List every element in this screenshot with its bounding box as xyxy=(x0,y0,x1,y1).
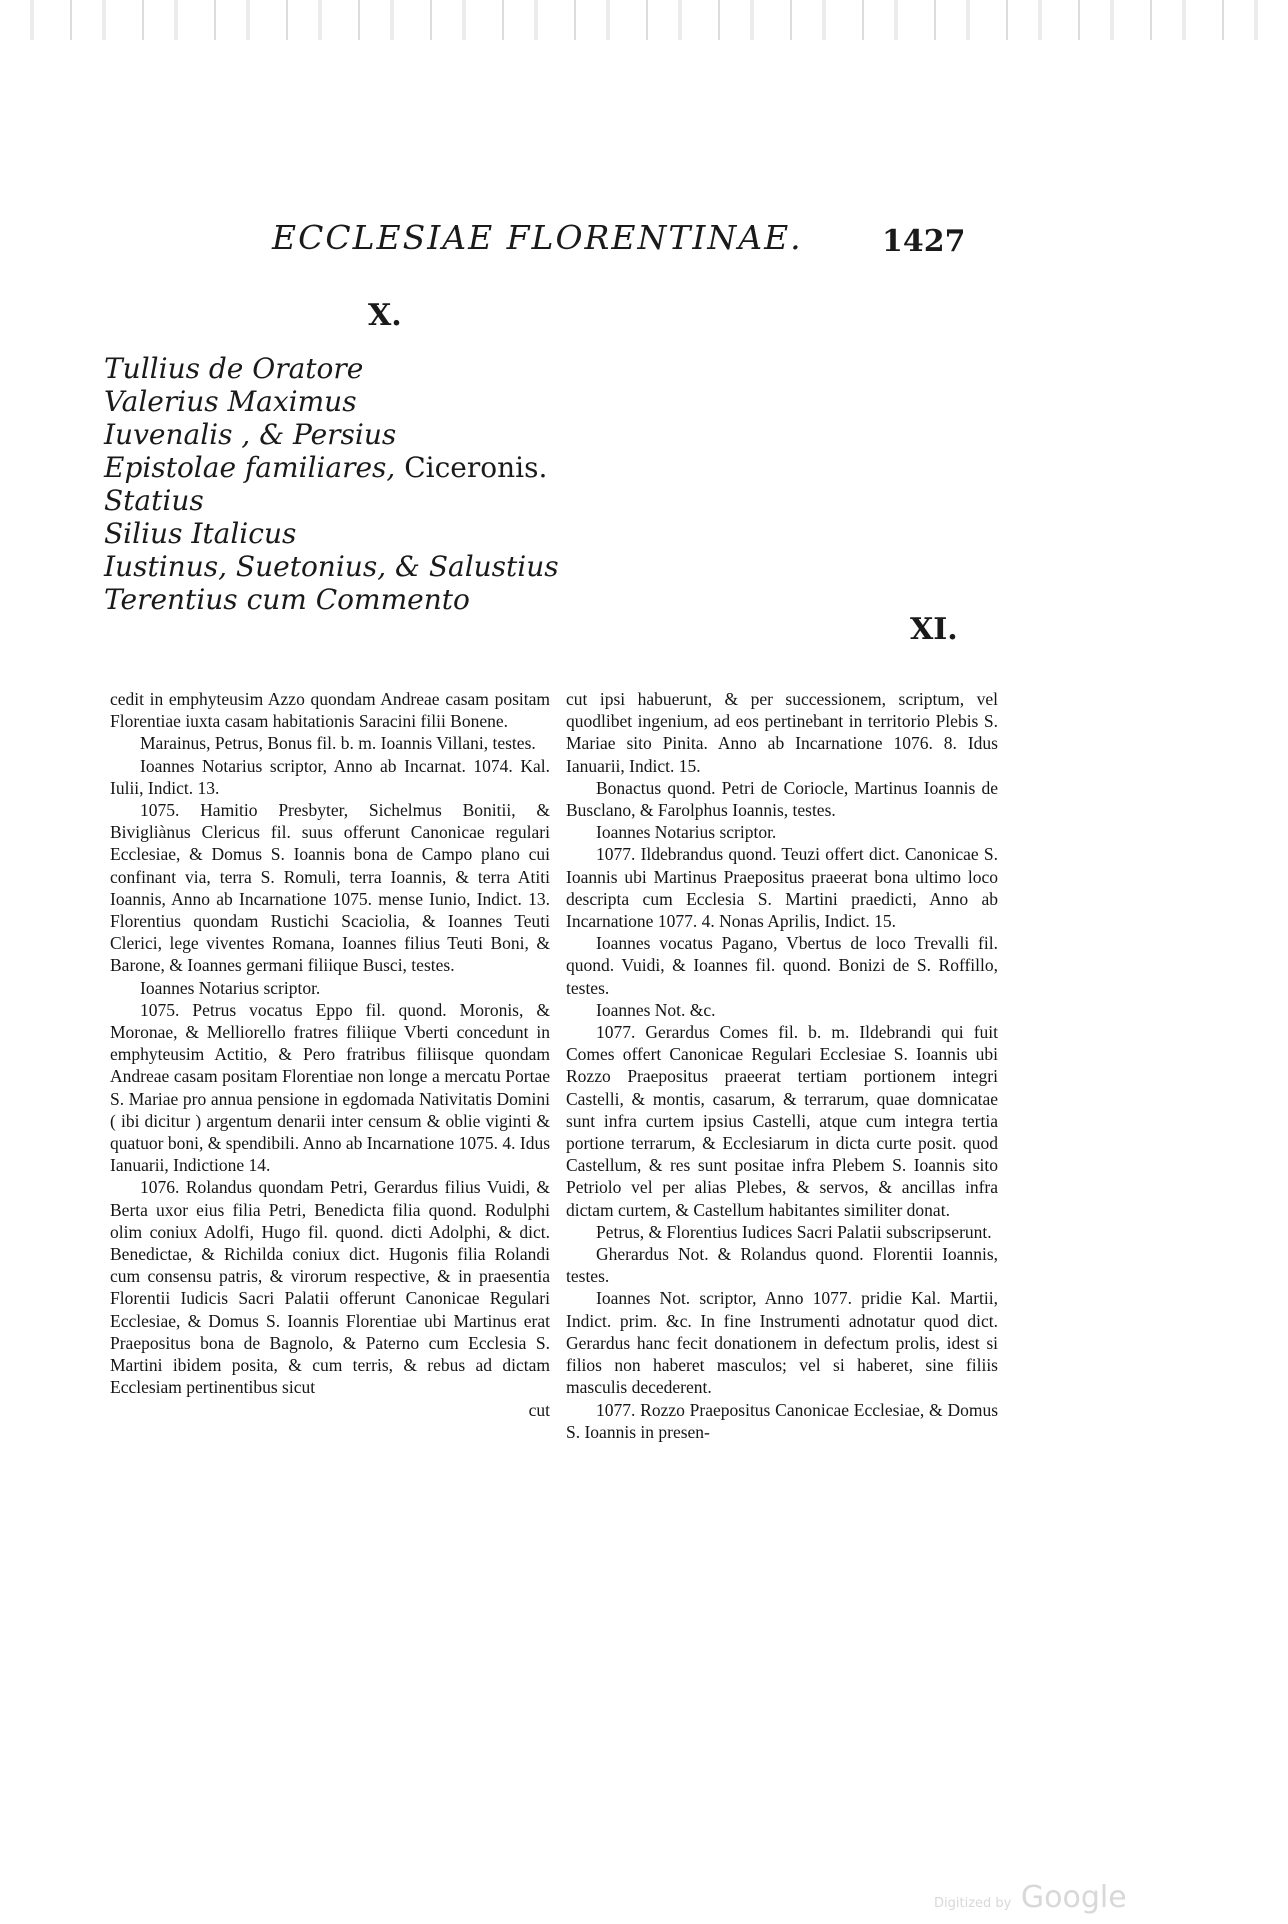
book-entry: Terentius cum Commento xyxy=(104,583,470,616)
paragraph: Petrus, & Florentius Iudices Sacri Palatii subscripserunt. xyxy=(596,1221,992,1242)
book-entry: Iuvenalis , & Persius xyxy=(104,418,397,451)
book-entry-with-author xyxy=(104,451,624,484)
paragraph: Gherardus Not. & Rolandus quond. Florentii Ioannis, testes. xyxy=(566,1244,998,1287)
paragraph: Ioannes Notarius scriptor. xyxy=(140,977,321,998)
paragraph: 1077. Gerardus Comes fil. b. m. Ildebrandi qui fuit Comes offert Canonicae Regulari Ecclesiae S. Ioannis ubi Rozzo Praepositus praeerat tertiam portionem integri Castelli, & montis, casarum, & terrarum, quae domnicatae sunt infra curtem ipsius Castelli, atque cum integra tertia portione terrarum, & Ecclesiarum in dicta curte posit. quod Castellum, & res sunt positae infra Plebem S. Ioannis sito Petriolo vel per alias Plebes, & servos, & ancillas infra dictam curtem, & Castellum habitantes similiter donat. xyxy=(566,1022,998,1220)
paragraph: Ioannes Not. scriptor, Anno 1077. pridie Kal. Martii, Indict. prim. &c. In fine Instrumenti adnotatur quod dict. Gerardus hanc fecit donationem in defectum prolis, idest si filios non haberet masculos; vel si haberet, sine filiis masculis decederent. xyxy=(566,1288,998,1398)
paragraph: Ioannes Not. &c. xyxy=(596,999,716,1020)
paragraph: cut ipsi habuerunt, & per successionem, scriptum, vel quodlibet ingenium, ad eos pertinebant in territorio Plebis S. Mariae sito Pinita. Anno ab Incarnatione 1076. 8. Idus Ianuarii, Indict. 15. xyxy=(566,689,998,776)
paragraph: 1075. Hamitio Presbyter, Sichelmus Bonitii, & Bivigliànus Clericus fil. suus offerunt Canonicae regulari Ecclesiae, & Domus S. Ioannis bona de Campo plano cui confinant via, terra S. Romuli, terra Ioannis, & terra Atiti Ioannis, Anno ab Incarnatione 1075. mense Iunio, Indict. 13. Florentius quondam Rustichi Scaciolia, & Ioannes Teuti Clerici, lege viventes Romana, Ioannes filius Teuti Boni, & Barone, & Ioannes germani filiique Busci, testes. xyxy=(110,800,550,976)
paragraph: Bonactus quond. Petri de Coriocle, Martinus Ioannis de Busclano, & Farolphus Ioannis, testes. xyxy=(566,777,998,821)
section-heading-x: X. xyxy=(368,298,402,333)
watermark-prefix: Digitized by xyxy=(934,1896,1012,1911)
left-text-column xyxy=(110,688,550,1421)
paragraph: Ioannes Notarius scriptor. xyxy=(596,822,777,843)
right-text-column xyxy=(566,688,998,1443)
book-list xyxy=(104,352,624,616)
paragraph: 1075. Petrus vocatus Eppo fil. quond. Moronis, & Moronae, & Melliorello fratres filiique Vberti concedunt in emphyteusim Actitio, & Pero fratribus filiisque quondam Andreae casam positam Florentiae non longe a mercatu Portae S. Mariae pro annua pensione in egdomada Nativitatis Domini ( ibi dicitur ) argentum denarii inter censum & oblie viginti & quatuor boni, & spendibili. Anno ab Incarnatione 1075. 4. Idus Ianuarii, Indictione 14. xyxy=(110,999,550,1176)
catchword: cut xyxy=(528,1399,550,1420)
book-entry: Tullius de Oratore xyxy=(104,352,364,385)
paragraph: Marainus, Petrus, Bonus fil. b. m. Ioannis Villani, testes. xyxy=(140,733,536,754)
book-entry: Epistolae familiares, xyxy=(104,451,396,484)
paragraph: Ioannes Notarius scriptor, Anno ab Incarnat. 1074. Kal. Iulii, Indict. 13. xyxy=(110,755,550,798)
author-ciceronis: Ciceronis. xyxy=(404,451,548,484)
running-title: ECCLESIAE FLORENTINAE. xyxy=(272,218,803,257)
section-heading-xi: XI. xyxy=(910,612,958,647)
paragraph: 1077. Rozzo Praepositus Canonicae Ecclesiae, & Domus S. Ioannis in presen- xyxy=(566,1399,998,1442)
digitization-watermark xyxy=(934,1880,1127,1915)
watermark-brand: Google xyxy=(1020,1880,1127,1915)
page-number: 1427 xyxy=(882,224,966,259)
paragraph: 1077. Ildebrandus quond. Teuzi offert dict. Canonicae S. Ioannis ubi Martinus Praepositus praeerat bona ultimo loco descripta cum Ecclesia S. Martini praedicti, Anno ab Incarnatione 1077. 4. Nonas Aprilis, Indict. 15. xyxy=(566,844,998,932)
scan-noise-strip xyxy=(0,0,1288,40)
paragraph: Ioannes vocatus Pagano, Vbertus de loco Trevalli fil. quond. Vuidi, & Ioannes fil. quond. Bonizi de S. Roffillo, testes. xyxy=(566,933,998,998)
book-entry: Statius xyxy=(104,484,204,517)
book-entry: Valerius Maximus xyxy=(104,385,357,418)
book-entry: Iustinus, Suetonius, & Salustius xyxy=(104,550,559,583)
book-entry: Silius Italicus xyxy=(104,517,297,550)
paragraph: cedit in emphyteusim Azzo quondam Andreae casam positam Florentiae iuxta casam habitationis Saracini filii Bonene. xyxy=(110,689,550,732)
paragraph: 1076. Rolandus quondam Petri, Gerardus filius Vuidi, & Berta uxor eius filia Petri, Benedicta filia quond. Rodulphi olim coniux Adolfi, Hugo fil. quond. dicti Adolphi, & dict. Benedictae, & Richilda coniux dict. Hugonis filia Rolandi cum consensu patris, & virorum respective, & in praesentia Florentii Iudicis Sacri Palatii offerunt Canonicae Regulari Ecclesiae, & Domus S. Ioannis Florentiae ubi Martinus erat Praepositus bona de Bagnolo, & Paterno cum Ecclesia S. Martini ibidem posita, & cum terris, & rebus ad dictam Ecclesiam pertinentibus sicut xyxy=(110,1177,550,1398)
